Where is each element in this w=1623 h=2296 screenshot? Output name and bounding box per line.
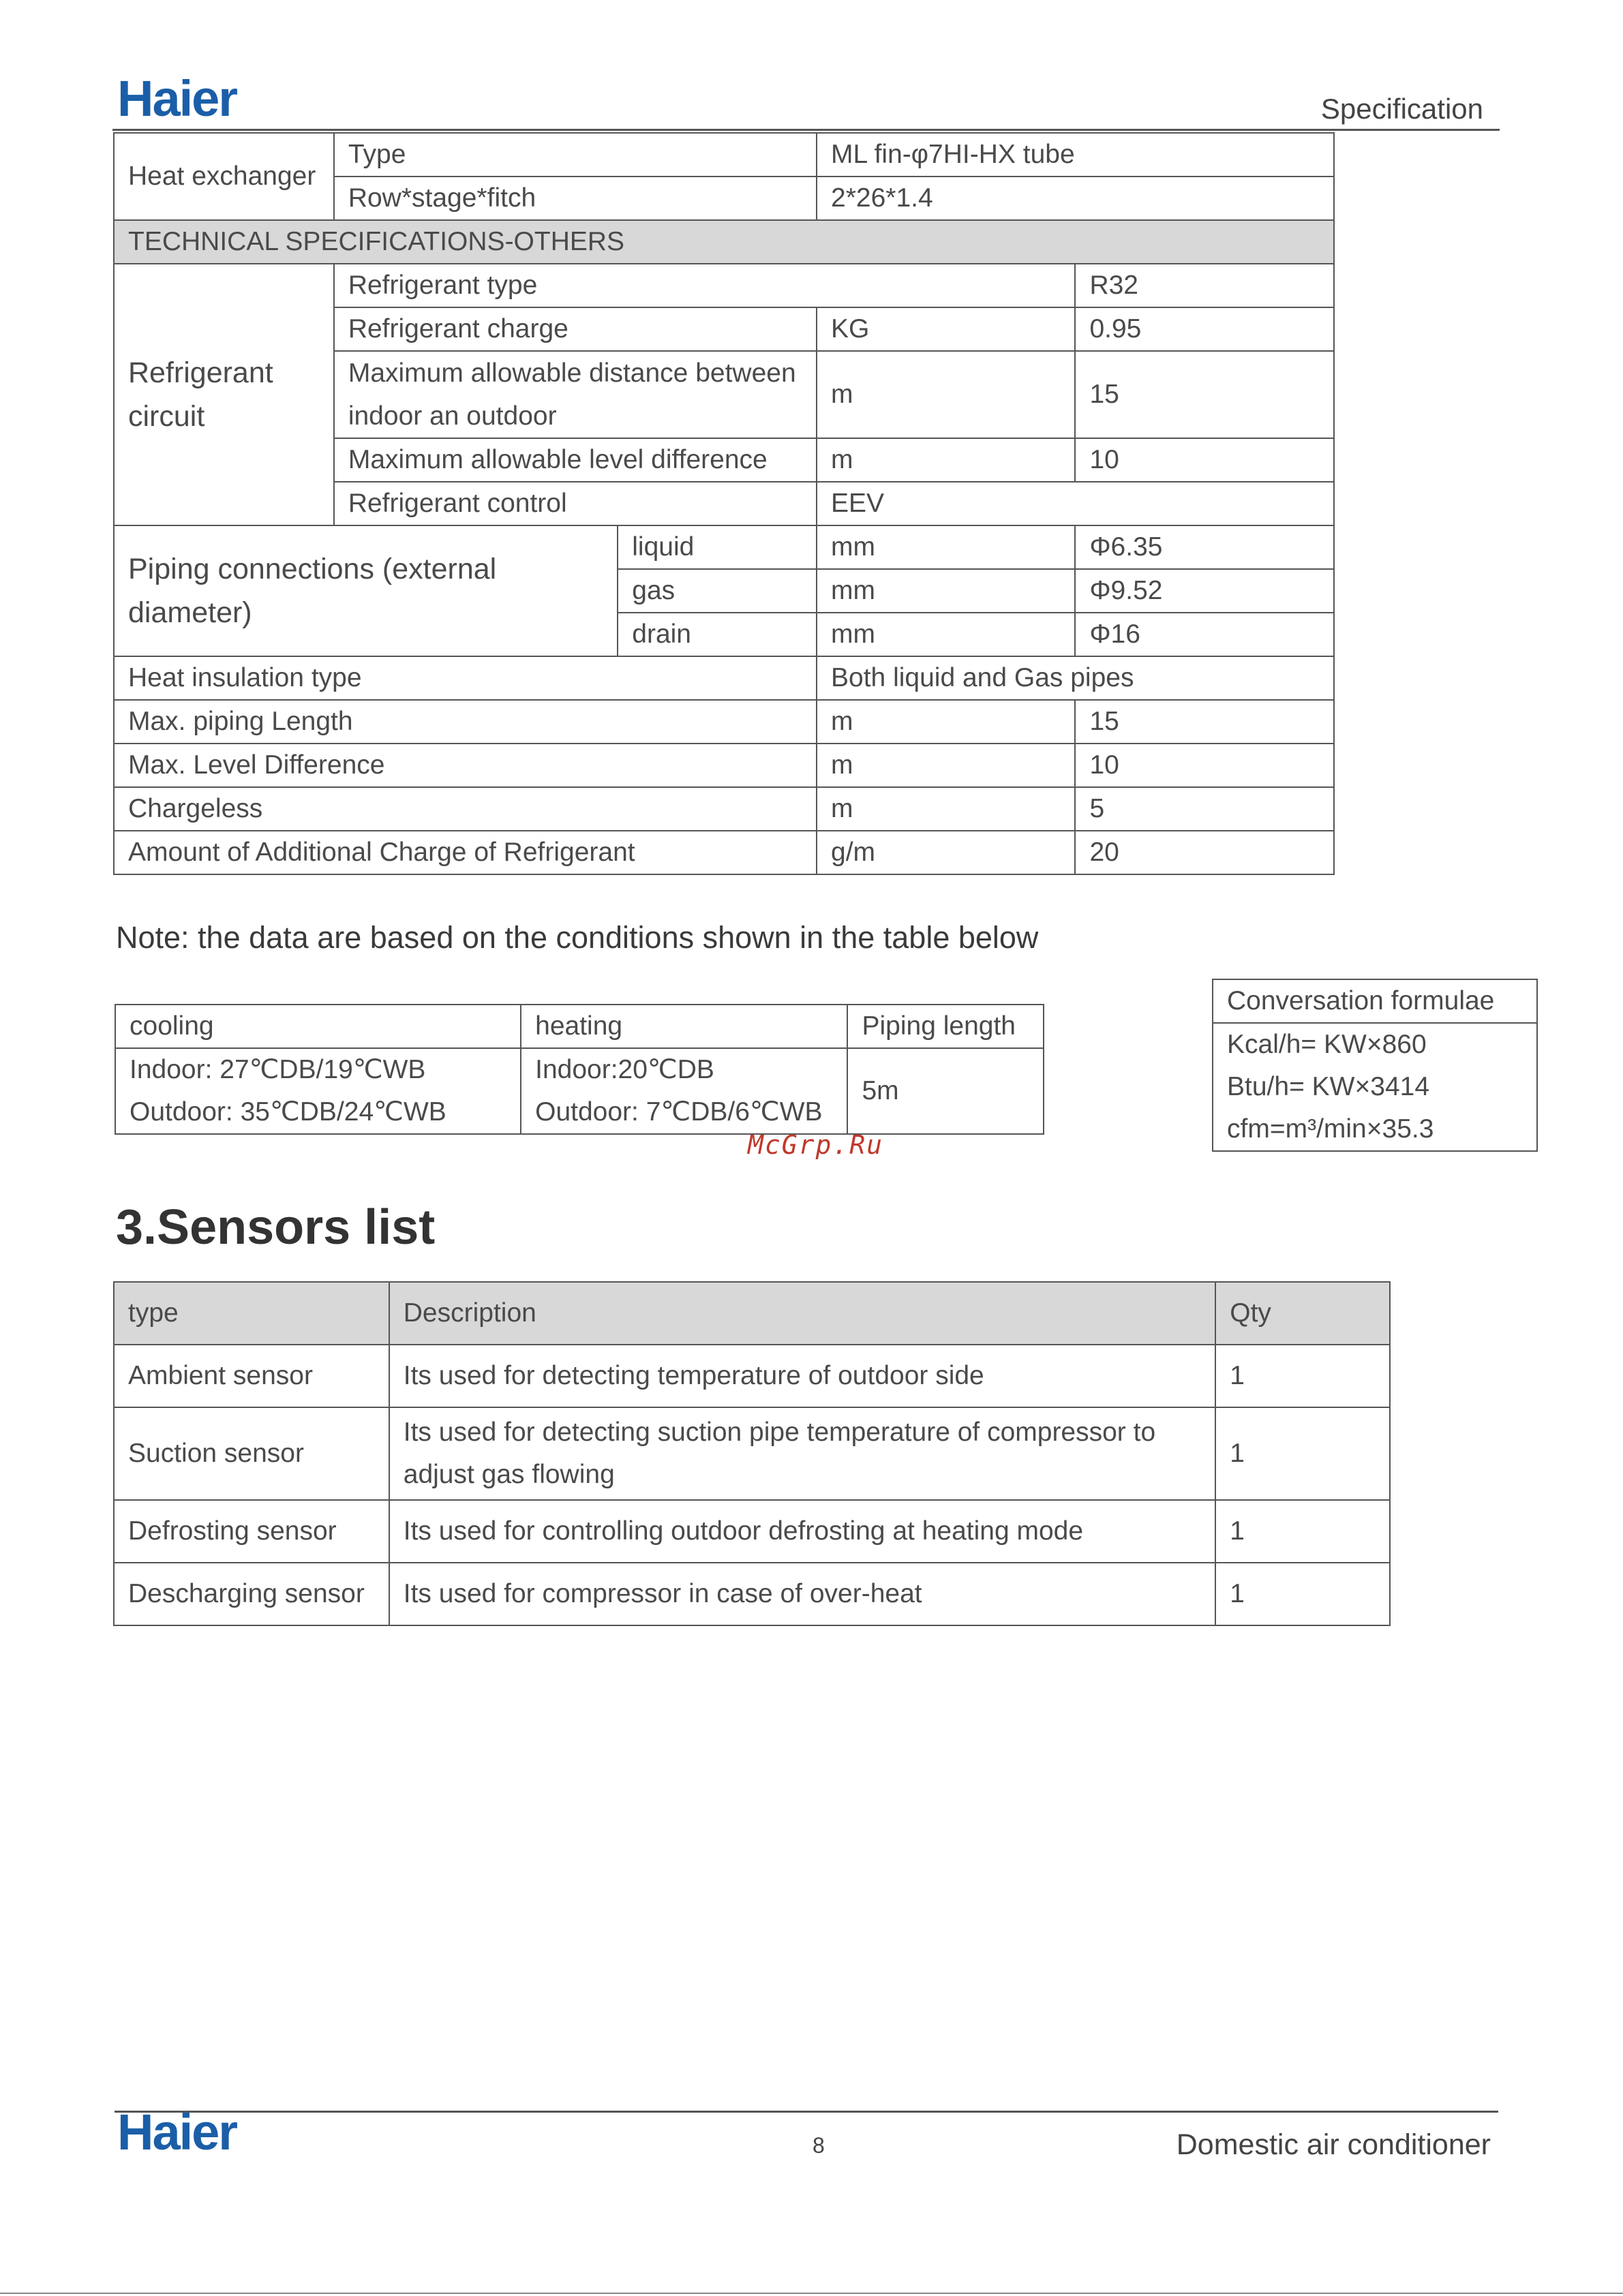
- max-piping-label: Max. piping Length: [114, 700, 817, 744]
- sensors-heading: 3.Sensors list: [116, 1200, 436, 1255]
- ref-control-label: Refrigerant control: [334, 482, 817, 525]
- footer-document-title: Domestic air conditioner: [1176, 2128, 1491, 2161]
- sensor-description: Its used for compressor in case of over-heat: [389, 1563, 1216, 1625]
- sensors-table: [113, 1281, 1391, 1626]
- liquid-unit: mm: [817, 525, 1075, 569]
- page-bottom-edge: [0, 2293, 1623, 2294]
- gas-label: gas: [618, 569, 817, 613]
- footer-divider: [115, 2111, 1498, 2113]
- sensor-qty: 1: [1215, 1345, 1390, 1407]
- heating-outdoor: Outdoor: 7℃DB/6℃WB: [535, 1097, 823, 1127]
- drain-unit: mm: [817, 613, 1075, 656]
- drain-value: Φ16: [1075, 613, 1334, 656]
- sensor-type: Ambient sensor: [114, 1345, 389, 1407]
- header-divider: [112, 129, 1500, 131]
- sensor-qty: 1: [1215, 1407, 1390, 1500]
- sensor-type: Suction sensor: [114, 1407, 389, 1500]
- conversion-formulae-table: [1212, 979, 1538, 1152]
- heating-conditions: [521, 1048, 847, 1134]
- liquid-value: Φ6.35: [1075, 525, 1334, 569]
- additional-charge-value: 20: [1075, 831, 1334, 874]
- page-number: 8: [813, 2133, 825, 2158]
- drain-label: drain: [618, 613, 817, 656]
- liquid-label: liquid: [618, 525, 817, 569]
- conditions-table: [115, 1004, 1044, 1135]
- ref-control-value: EEV: [817, 482, 1334, 525]
- additional-charge-unit: g/m: [817, 831, 1075, 874]
- gas-value: Φ9.52: [1075, 569, 1334, 613]
- gas-unit: mm: [817, 569, 1075, 613]
- table-row: [114, 1500, 1390, 1563]
- row-stage-value: 2*26*1.4: [817, 177, 1334, 220]
- ref-charge-unit: KG: [817, 307, 1075, 351]
- max-piping-unit: m: [817, 700, 1075, 744]
- cooling-outdoor: Outdoor: 35℃DB/24℃WB: [130, 1097, 446, 1127]
- max-piping-value: 15: [1075, 700, 1334, 744]
- sensor-description: Its used for controlling outdoor defrosting at heating mode: [389, 1500, 1216, 1563]
- max-level-unit: m: [817, 438, 1075, 482]
- type-value: ML fin-φ7HI-HX tube: [817, 133, 1334, 177]
- heating-indoor: Indoor:20℃DB: [535, 1055, 714, 1084]
- section-title: TECHNICAL SPECIFICATIONS-OTHERS: [114, 220, 1334, 264]
- chargeless-value: 5: [1075, 787, 1334, 831]
- ref-type-label: Refrigerant type: [334, 264, 1076, 307]
- insulation-value: Both liquid and Gas pipes: [817, 656, 1334, 700]
- piping-connections-label: Piping connections (external diameter): [114, 525, 618, 656]
- type-label: Type: [334, 133, 817, 177]
- piping-length-value: 5m: [847, 1048, 1044, 1134]
- haier-logo: Haier: [117, 70, 237, 127]
- watermark: McGrp.Ru: [748, 1130, 884, 1160]
- table-row: [114, 1407, 1390, 1500]
- cooling-conditions: [115, 1048, 521, 1134]
- sensor-col-type: type: [114, 1282, 389, 1345]
- haier-logo-footer: Haier: [117, 2104, 237, 2160]
- max-level2-unit: m: [817, 744, 1075, 787]
- ref-type-value: R32: [1075, 264, 1334, 307]
- insulation-label: Heat insulation type: [114, 656, 817, 700]
- max-distance-unit: m: [817, 351, 1075, 438]
- row-stage-label: Row*stage*fitch: [334, 177, 817, 220]
- max-level2-label: Max. Level Difference: [114, 744, 817, 787]
- chargeless-label: Chargeless: [114, 787, 817, 831]
- sensor-col-qty: Qty: [1215, 1282, 1390, 1345]
- sensor-qty: 1: [1215, 1563, 1390, 1625]
- chargeless-unit: m: [817, 787, 1075, 831]
- max-level2-value: 10: [1075, 744, 1334, 787]
- max-distance-value: 15: [1075, 351, 1334, 438]
- spec-table: [113, 132, 1335, 875]
- formula-btu: Btu/h= KW×3414: [1227, 1072, 1430, 1101]
- ref-charge-value: 0.95: [1075, 307, 1334, 351]
- sensor-description: Its used for detecting temperature of outdoor side: [389, 1345, 1216, 1407]
- table-row: [114, 1345, 1390, 1407]
- formula-kcal: Kcal/h= KW×860: [1227, 1030, 1427, 1059]
- cooling-indoor: Indoor: 27℃DB/19℃WB: [130, 1055, 426, 1084]
- sensor-col-description: Description: [389, 1282, 1216, 1345]
- formulae-body: [1213, 1023, 1537, 1151]
- formulae-title: Conversation formulae: [1213, 979, 1537, 1023]
- max-level-value: 10: [1075, 438, 1334, 482]
- max-distance-label: Maximum allowable distance between indoor an outdoor: [334, 351, 817, 438]
- cooling-header: cooling: [115, 1005, 521, 1048]
- heat-exchanger-label: Heat exchanger: [114, 133, 334, 220]
- ref-charge-label: Refrigerant charge: [334, 307, 817, 351]
- sensor-qty: 1: [1215, 1500, 1390, 1563]
- formula-cfm: cfm=m³/min×35.3: [1227, 1114, 1434, 1144]
- piping-length-header: Piping length: [847, 1005, 1044, 1048]
- heating-header: heating: [521, 1005, 847, 1048]
- refrigerant-circuit-label: Refrigerant circuit: [114, 264, 334, 525]
- conditions-note: Note: the data are based on the conditions shown in the table below: [116, 920, 1039, 955]
- additional-charge-label: Amount of Additional Charge of Refrigerant: [114, 831, 817, 874]
- header-section-title: Specification: [1320, 93, 1483, 125]
- sensor-description: Its used for detecting suction pipe temperature of compressor to adjust gas flowing: [389, 1407, 1216, 1500]
- sensor-type: Descharging sensor: [114, 1563, 389, 1625]
- table-row: [114, 1563, 1390, 1625]
- max-level-label: Maximum allowable level difference: [334, 438, 817, 482]
- sensor-type: Defrosting sensor: [114, 1500, 389, 1563]
